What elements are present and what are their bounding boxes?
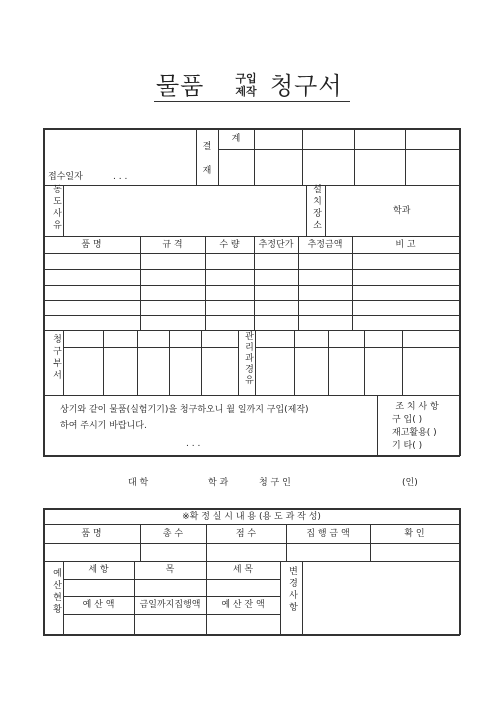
col2-total: 총 수 xyxy=(162,529,184,539)
change-items-label xyxy=(284,566,298,620)
requesting-dept-text: 청구부서 xyxy=(51,334,61,382)
requesting-dept-label xyxy=(48,334,62,388)
subcol-budget: 예 산 액 xyxy=(82,600,115,610)
sig-department: 학 과 xyxy=(208,478,229,488)
subcol-subitem: 세 목 xyxy=(232,565,254,575)
change-items-text: 변경사항 xyxy=(287,566,297,614)
title-sub-bottom: 제작 xyxy=(235,85,257,98)
col2-exec-amount: 집 행 금 액 xyxy=(306,529,350,539)
title-sub-top: 구입 xyxy=(235,72,257,85)
budget-status-label xyxy=(48,568,62,622)
approval-label-2: 재 xyxy=(202,166,212,176)
action-title: 조 치 사 항 xyxy=(395,402,439,412)
receipt-date-dots: . . . xyxy=(113,172,128,182)
confirmation-header: ※확 정 실 시 내 용 (용 도 과 작 성) xyxy=(182,512,321,522)
install-location-label xyxy=(308,184,322,238)
mgmt-dept-text: 관리과경유 xyxy=(243,331,253,386)
subcol-item: 세 항 xyxy=(88,565,109,575)
subcol-category: 목 xyxy=(165,565,175,575)
col-item-name: 품 명 xyxy=(81,240,102,250)
request-date-dots: . . . xyxy=(186,439,201,449)
col2-points: 점 수 xyxy=(235,529,257,539)
title-left: 물품 xyxy=(156,72,205,100)
action-item-other: 기 타( ) xyxy=(392,441,423,451)
mgmt-dept-label xyxy=(240,331,254,392)
request-statement-line1: 상기와 같이 물품(실험기기)을 청구하오니 월 일까지 구입(제작) xyxy=(60,405,309,415)
install-text: 설치장소 xyxy=(311,184,321,232)
col-est-amount: 추정금액 xyxy=(307,240,343,250)
action-item-stock: 재고활용( ) xyxy=(392,428,437,438)
col2-item-name: 품 명 xyxy=(81,529,102,539)
request-statement-line2: 하여 주시기 바랍니다. xyxy=(60,421,147,431)
col2-confirm: 확 인 xyxy=(404,529,425,539)
col-remarks: 비 고 xyxy=(395,240,416,250)
col-unit-price: 추정단가 xyxy=(258,240,294,250)
receipt-date-label: 접수일자 xyxy=(48,172,83,182)
action-item-purchase: 구 입( ) xyxy=(392,415,423,425)
approval-col1-label: 계 xyxy=(231,134,241,144)
title-right: 청구서 xyxy=(270,72,343,100)
col-quantity: 수 량 xyxy=(219,240,240,250)
budget-status-text: 예산현황 xyxy=(51,568,61,616)
subcol-remaining: 예 산 잔 액 xyxy=(221,600,265,610)
motive-text: 동도사유 xyxy=(51,184,61,232)
install-location-value: 학과 xyxy=(393,206,411,216)
motive-label xyxy=(48,184,62,238)
sig-requester: 청 구 인 xyxy=(259,478,291,488)
subcol-executed: 금일까지집행액 xyxy=(139,600,201,610)
approval-label-1: 결 xyxy=(202,142,212,152)
title-underline xyxy=(154,101,350,102)
sig-seal: (인) xyxy=(402,478,418,488)
col-spec: 규 격 xyxy=(162,240,183,250)
sig-college: 대 학 xyxy=(128,478,149,488)
